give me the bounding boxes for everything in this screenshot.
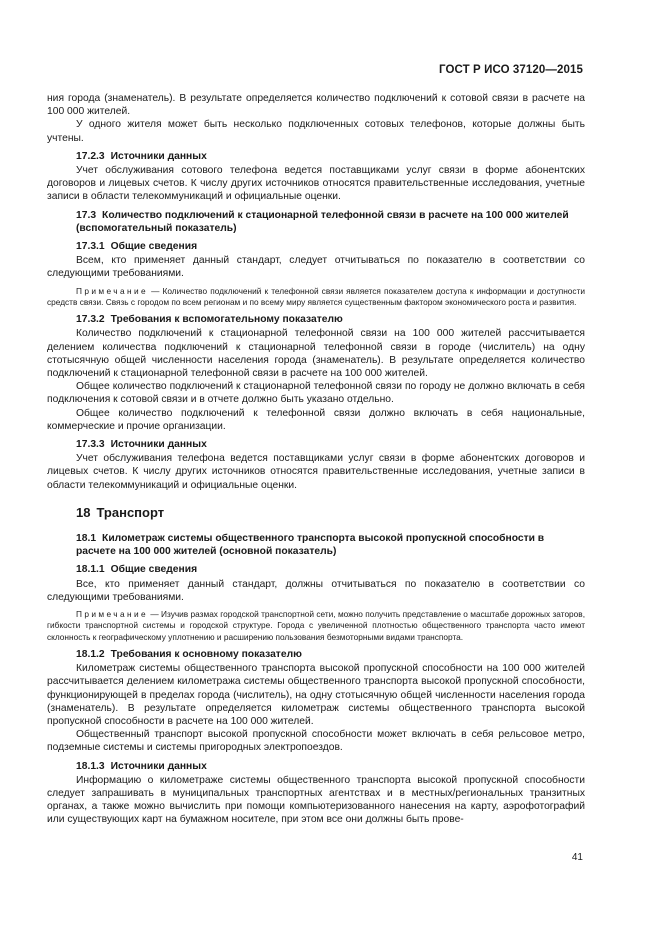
note-text: — Изучив размах городской транспортной сети, можно получить представление о масштабе дорожных заторов, гибкости транспортной системы и городской структуре. Города с увеличенной плотностью общественного транспорта часто имеют склонность к географическому уплотнению и расширению пользования безмоторными видами транспорта.: [47, 609, 585, 642]
paragraph: Общее количество подключений к телефонной связи должно включать в себя национальные, коммерческие и прочие организации.: [47, 407, 585, 432]
subsection-heading: [47, 240, 585, 253]
heading-text: Источники данных: [110, 760, 207, 772]
subsection-heading: [47, 313, 585, 326]
heading-number: 17.3: [76, 209, 97, 221]
heading-number: 18.1: [76, 533, 97, 545]
note: [47, 286, 585, 309]
page-body: [47, 92, 585, 827]
paragraph: Всем, кто применяет данный стандарт, следует отчитываться по показателю в соответствии со следующими требованиями.: [47, 255, 585, 280]
subsection-heading: [47, 563, 585, 576]
subsection-heading: [47, 760, 585, 773]
section-heading: [47, 506, 585, 519]
note: [47, 609, 585, 643]
paragraph: Общественный транспорт высокой пропускной способности может включать в себя рельсовое метро, подземные системы и системы пригородных электропоездов.: [47, 729, 585, 754]
paragraph: Общее количество подключений к стационарной телефонной связи по городу не должно включать в себя подключения к сотовой связи и в отчете должно быть указано отдельно.: [47, 381, 585, 406]
subsection-heading: [47, 438, 585, 451]
heading-text: Источники данных: [110, 439, 207, 451]
heading-text: Требования к основному показателю: [110, 648, 302, 660]
paragraph: У одного жителя может быть несколько подключенных сотовых телефонов, которые должны быть учтены.: [47, 119, 585, 144]
page-number: 41: [571, 852, 583, 863]
paragraph: Учет обслуживания телефона ведется поставщиками услуг связи в форме абонентских договоров и лицевых счетов. К числу других источников относятся правительственные исследования, учетные записи в области телекоммуникаций и официальные оценки.: [47, 453, 585, 491]
heading-text: Километраж системы общественного транспорта высокой пропускной способности в расчете на 100 000 жителей (основной показатель): [76, 533, 545, 558]
heading-number: 17.3.1: [76, 241, 105, 253]
heading-number: 17.2.3: [76, 150, 105, 162]
note-label: Примечание: [76, 285, 149, 296]
note-text: — Количество подключений к телефонной связи является показателем доступа к информации и доступности средств связи. Связь с городом по всем регионам и по всему миру является существенным фактором экономического роста и развития.: [47, 285, 585, 307]
paragraph: Количество подключений к стационарной телефонной связи на 100 000 жителей рассчитывается делением количества подключений к стационарной телефонной связи в городе (числитель) на одну стотысячную общей численности населения города (знаменатель). В результате определяется количество подключений к стационарной телефонной связи в расчете на 100 000 жителей.: [47, 328, 585, 380]
paragraph: Все, кто применяет данный стандарт, должны отчитываться по показателю в соответствии со следующими требованиями.: [47, 578, 585, 603]
heading-number: 18: [76, 504, 91, 520]
heading-text: Источники данных: [110, 150, 207, 162]
subsection-heading: [47, 532, 585, 558]
heading-text: Транспорт: [96, 504, 165, 520]
paragraph: Информацию о километраже системы общественного транспорта высокой пропускной способности следует запрашивать в муниципальных транспортных агентствах и в местных/региональных транзитных органах, а также можно вычислить при помощи компьютеризованного нанесения на карту, аэрофотографий или существующих карт на бумажном носителе, при этом все они должны быть прове-: [47, 774, 585, 826]
heading-number: 17.3.2: [76, 314, 105, 326]
subsection-heading: [47, 648, 585, 661]
subsection-heading: [47, 150, 585, 163]
heading-number: 18.1.1: [76, 564, 105, 576]
heading-text: Количество подключений к стационарной телефонной связи в расчете на 100 000 жителей (вспомогательный показатель): [76, 209, 569, 234]
heading-text: Общие сведения: [110, 241, 198, 253]
heading-text: Общие сведения: [110, 564, 198, 576]
paragraph: Километраж системы общественного транспорта высокой пропускной способности на 100 000 жителей рассчитывается делением километража системы общественного транспорта высокой пропускной способности, функционирующей в пределах города (числитель), на одну стотысячную общей численности населения города (знаменатель). В результате определяется километраж системы общественного транспорта высокой пропускной способности в расчете на 100 000 жителей.: [47, 663, 585, 727]
heading-number: 18.1.2: [76, 648, 105, 660]
paragraph: Учет обслуживания сотового телефона ведется поставщиками услуг связи в форме абонентских договоров и лицевых счетов. К числу других источников относятся правительственные исследования, учетные записи в области телекоммуникаций и официальные оценки.: [47, 165, 585, 203]
paragraph: ния города (знаменатель). В результате определяется количество подключений к сотовой связи в расчете на 100 000 жителей.: [47, 93, 585, 118]
document-id-header: ГОСТ Р ИСО 37120—2015: [438, 64, 583, 76]
heading-number: 18.1.3: [76, 760, 105, 772]
subsection-heading: [47, 209, 585, 235]
heading-text: Требования к вспомогательному показателю: [110, 314, 343, 326]
note-label: Примечание: [76, 609, 149, 620]
heading-number: 17.3.3: [76, 439, 105, 451]
